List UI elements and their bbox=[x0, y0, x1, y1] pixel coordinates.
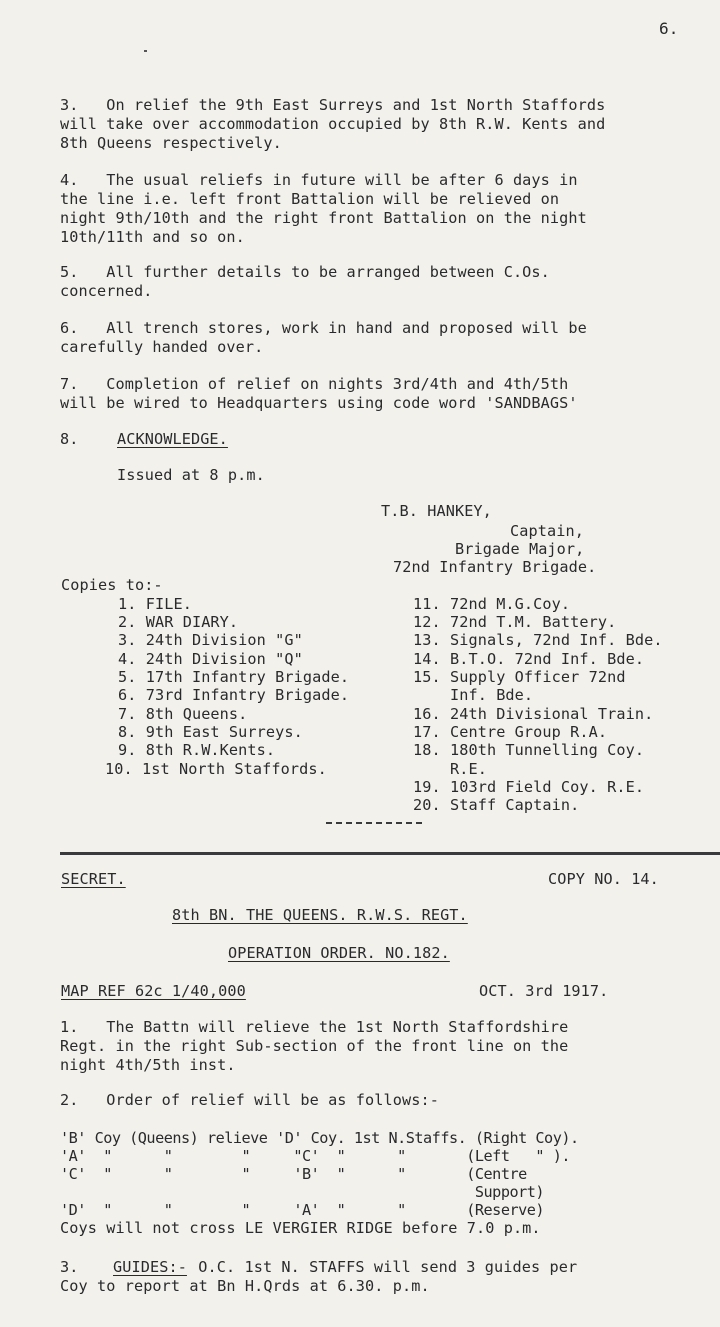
order-para-1-line-1: 1. The Battn will relieve the 1st North Staffordshire bbox=[60, 1018, 569, 1036]
copies-right-item: 19. 103rd Field Coy. R.E. bbox=[413, 778, 645, 796]
order-para-1-line-3: night 4th/5th inst. bbox=[60, 1056, 236, 1074]
signature-formation: 72nd Infantry Brigade. bbox=[393, 558, 597, 576]
acknowledge-heading: ACKNOWLEDGE. bbox=[117, 430, 228, 448]
para-6-line-2: carefully handed over. bbox=[60, 338, 264, 356]
copies-right-item: 16. 24th Divisional Train. bbox=[413, 705, 654, 723]
copies-left-item: 6. 73rd Infantry Brigade. bbox=[118, 686, 350, 704]
order-date: OCT. 3rd 1917. bbox=[479, 982, 609, 1000]
relief-row: 'B' Coy (Queens) relieve 'D' Coy. 1st N.Staffs. (Right Coy). bbox=[60, 1129, 579, 1147]
signature-name: T.B. HANKEY, bbox=[381, 502, 492, 520]
para-7-line-2: will be wired to Headquarters using code word 'SANDBAGS' bbox=[60, 394, 578, 412]
copies-right-item: R.E. bbox=[413, 760, 487, 778]
copies-left-item: 1. FILE. bbox=[118, 595, 192, 613]
copies-left-item: 9. 8th R.W.Kents. bbox=[118, 741, 276, 759]
order-para-3-number: 3. bbox=[60, 1258, 79, 1276]
copies-right-item: 18. 180th Tunnelling Coy. bbox=[413, 741, 645, 759]
copies-right-item: 14. B.T.O. 72nd Inf. Bde. bbox=[413, 650, 645, 668]
para-4-line-3: night 9th/10th and the right front Battalion on the night bbox=[60, 209, 587, 227]
signature-rank: Captain, bbox=[510, 522, 584, 540]
para-5-line-2: concerned. bbox=[60, 282, 153, 300]
copies-right-item: 17. Centre Group R.A. bbox=[413, 723, 608, 741]
copies-left-item: 10. 1st North Staffords. bbox=[105, 760, 327, 778]
copies-right-item: 11. 72nd M.G.Coy. bbox=[413, 595, 571, 613]
relief-row: 'C' " " " 'B' " " (Centre bbox=[60, 1165, 527, 1183]
secret-label: SECRET. bbox=[61, 870, 126, 888]
para-5-line-1: 5. All further details to be arranged between C.Os. bbox=[60, 263, 550, 281]
order-para-2: 2. Order of relief will be as follows:- bbox=[60, 1091, 439, 1109]
unit-heading: 8th BN. THE QUEENS. R.W.S. REGT. bbox=[172, 906, 468, 924]
copies-right-item: Inf. Bde. bbox=[413, 686, 534, 704]
relief-row: Support) bbox=[60, 1183, 545, 1201]
copies-right-item: 12. 72nd T.M. Battery. bbox=[413, 613, 617, 631]
ink-mark bbox=[144, 50, 147, 52]
copies-right-item: 20. Staff Captain. bbox=[413, 796, 580, 814]
page-number: 6. bbox=[659, 19, 679, 38]
signature-role: Brigade Major, bbox=[455, 540, 585, 558]
para-3-line-3: 8th Queens respectively. bbox=[60, 134, 282, 152]
relief-row: 'D' " " " 'A' " " (Reserve) bbox=[60, 1201, 545, 1219]
copies-left-item: 5. 17th Infantry Brigade. bbox=[118, 668, 350, 686]
para-4-line-2: the line i.e. left front Battalion will be relieved on bbox=[60, 190, 560, 208]
order-title: OPERATION ORDER. NO.182. bbox=[228, 944, 450, 962]
copies-left-item: 3. 24th Division "G" bbox=[118, 631, 303, 649]
relief-row: 'A' " " " "C' " " (Left " ). bbox=[60, 1147, 570, 1165]
map-reference: MAP REF 62c 1/40,000 bbox=[61, 982, 246, 1000]
copies-left-item: 4. 24th Division "Q" bbox=[118, 650, 303, 668]
para-7-line-1: 7. Completion of relief on nights 3rd/4th and 4th/5th bbox=[60, 375, 569, 393]
copies-right-item: 15. Supply Officer 72nd bbox=[413, 668, 626, 686]
para-4-line-1: 4. The usual reliefs in future will be after 6 days in bbox=[60, 171, 578, 189]
issued-time: Issued at 8 p.m. bbox=[117, 466, 265, 484]
guides-label: GUIDES:- bbox=[113, 1258, 187, 1276]
copy-number: COPY NO. 14. bbox=[548, 870, 659, 888]
copies-left-item: 2. WAR DIARY. bbox=[118, 613, 239, 631]
para-6-line-1: 6. All trench stores, work in hand and proposed will be bbox=[60, 319, 587, 337]
para-4-line-4: 10th/11th and so on. bbox=[60, 228, 245, 246]
copies-left-item: 8. 9th East Surreys. bbox=[118, 723, 303, 741]
guides-text: O.C. 1st N. STAFFS will send 3 guides per bbox=[189, 1258, 578, 1276]
coys-note: Coys will not cross LE VERGIER RIDGE before 7.0 p.m. bbox=[60, 1219, 541, 1237]
para-3-line-2: will take over accommodation occupied by 8th R.W. Kents and bbox=[60, 115, 606, 133]
section-divider bbox=[60, 852, 720, 855]
order-para-1-line-2: Regt. in the right Sub-section of the front line on the bbox=[60, 1037, 569, 1055]
copies-heading: Copies to:- bbox=[61, 576, 163, 594]
copies-right-item: 13. Signals, 72nd Inf. Bde. bbox=[413, 631, 663, 649]
para-8-number: 8. bbox=[60, 430, 79, 448]
guides-text-line-2: Coy to report at Bn H.Qrds at 6.30. p.m. bbox=[60, 1277, 430, 1295]
para-3-line-1: 3. On relief the 9th East Surreys and 1st North Staffords bbox=[60, 96, 606, 114]
copies-left-item: 7. 8th Queens. bbox=[118, 705, 248, 723]
end-dashes bbox=[326, 822, 422, 824]
